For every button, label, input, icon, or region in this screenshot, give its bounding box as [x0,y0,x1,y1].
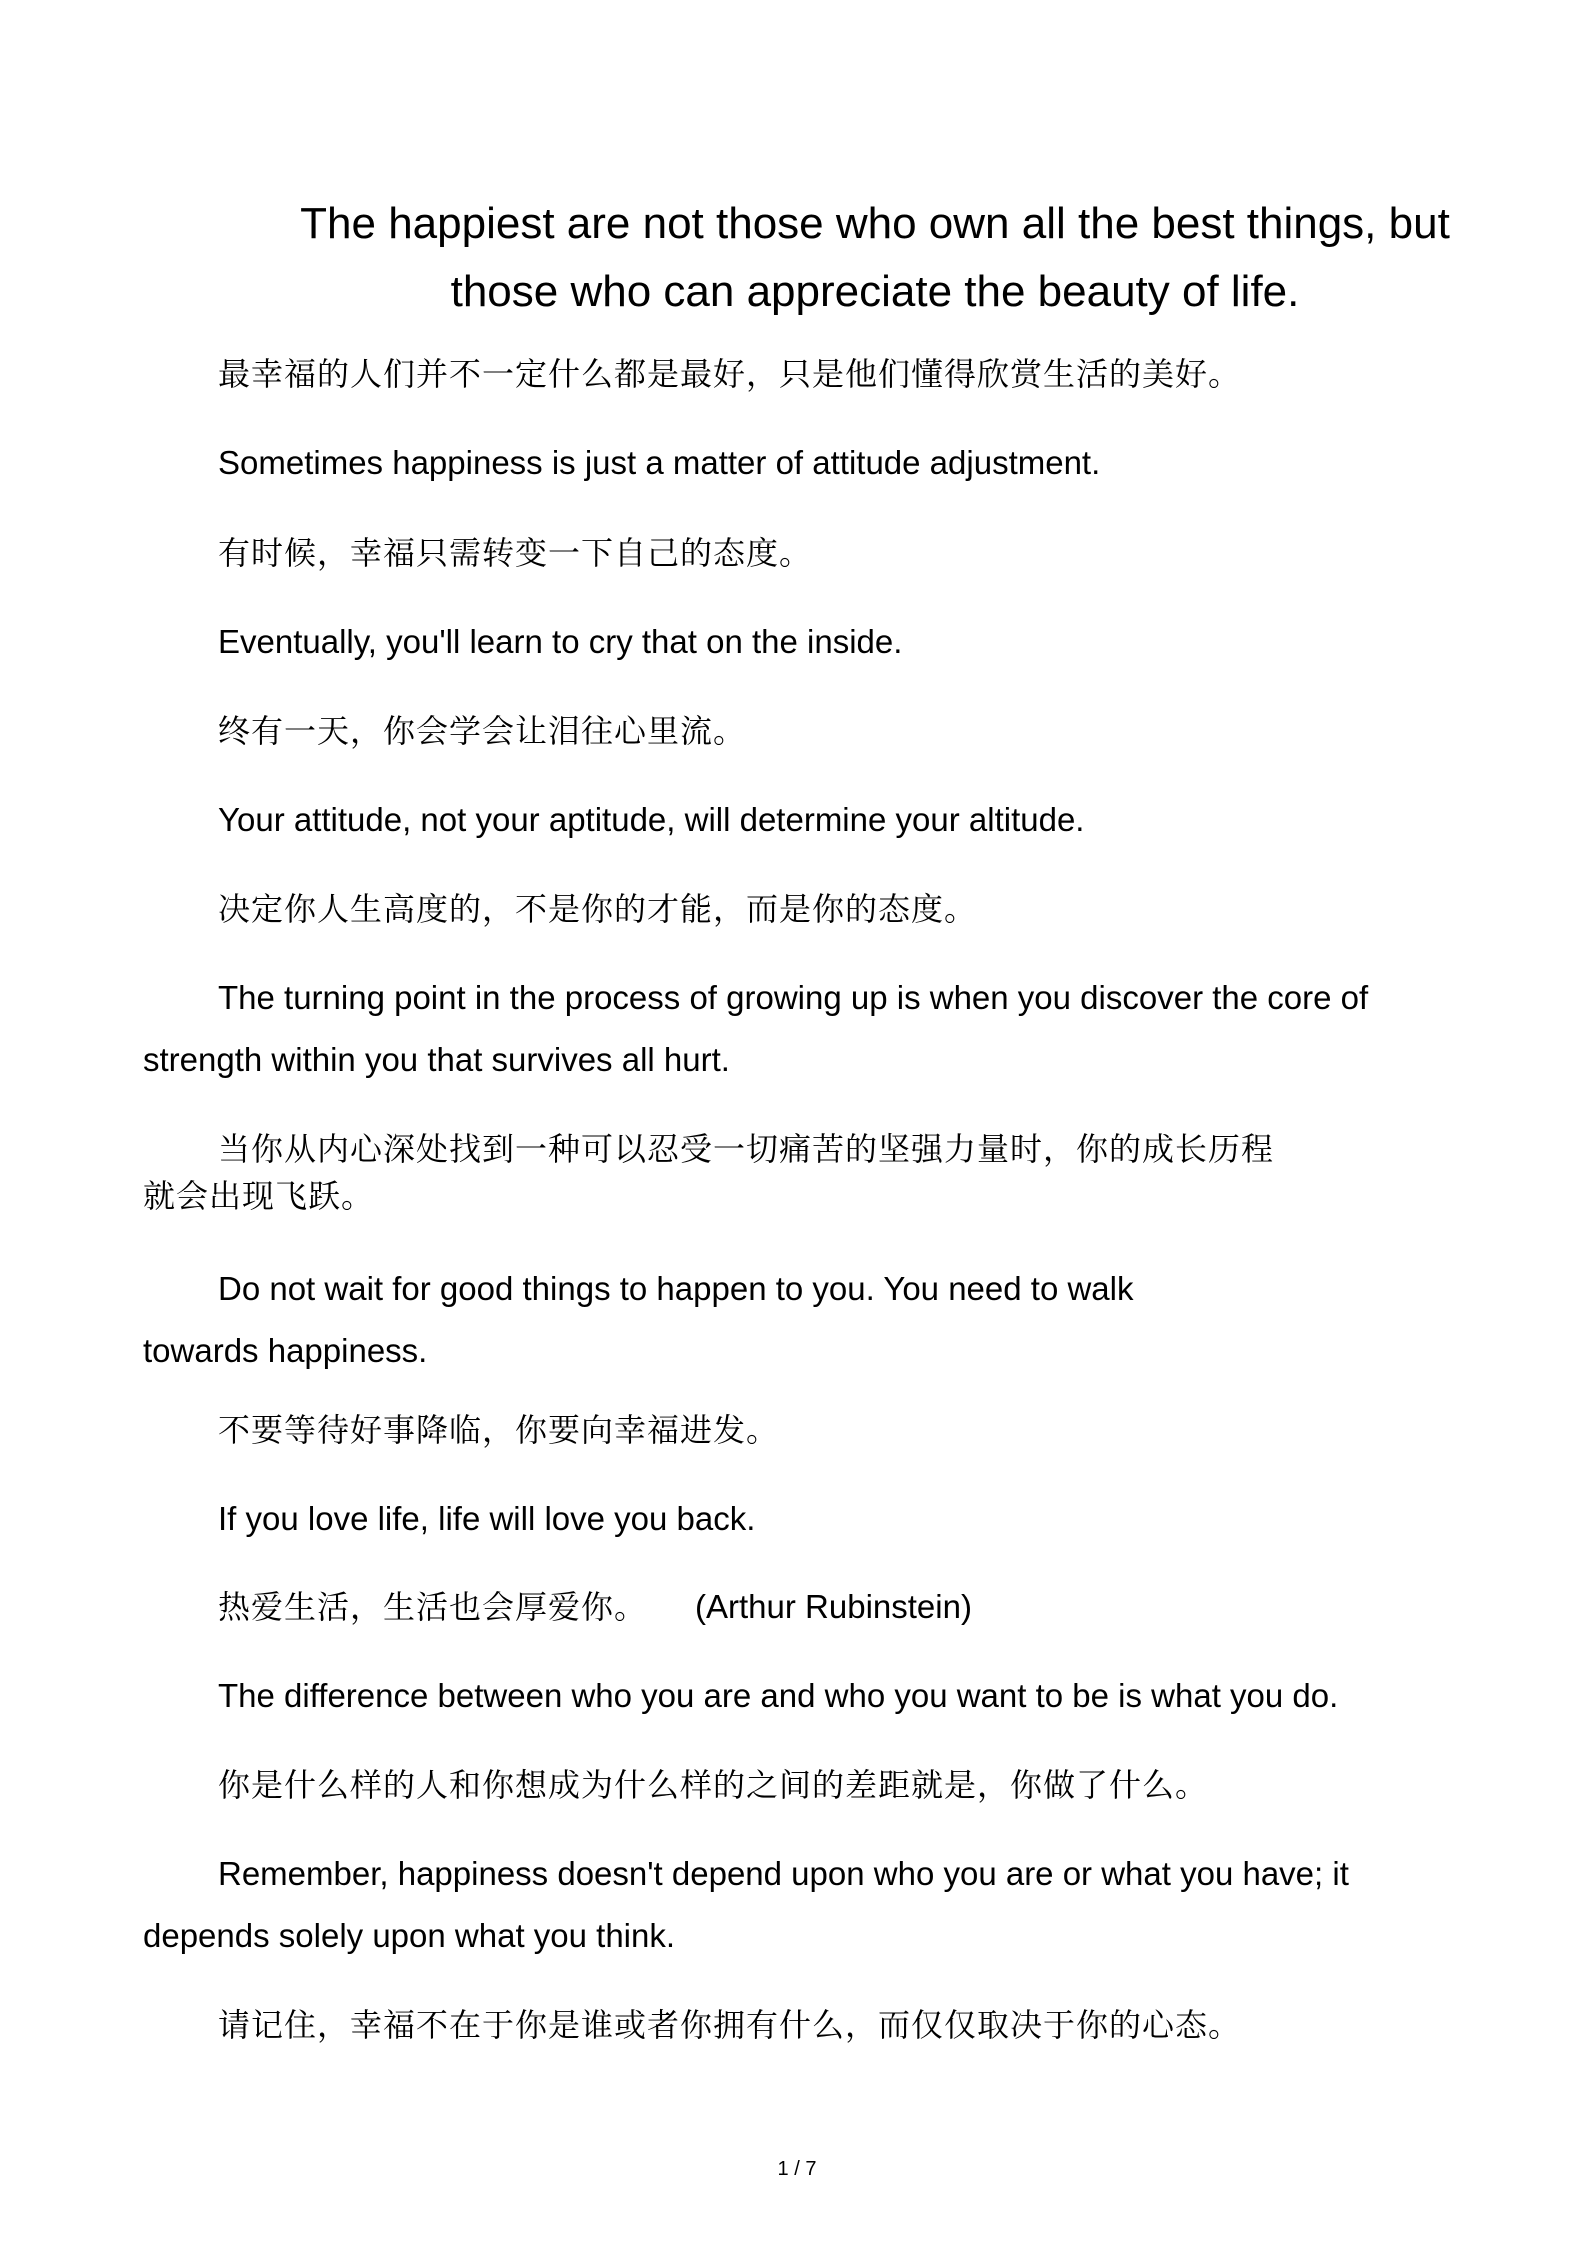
page-number: 1 / 7 [777,2158,817,2180]
paragraph-15-zh: 你是什么样的人和你想成为什么样的之间的差距就是，你做了什么。 [218,1766,1209,1804]
paragraph-8-en-line2: strength within you that survives all hurt. [143,1041,730,1078]
paragraph-9-zh-line1: 当你从内心深处找到一种可以忍受一切痛苦的坚强力量时，你的成长历程 [218,1130,1275,1168]
document-title: The happiest are not those who own all the best things, but those who can appreciate the beauty of life. [300,199,1450,316]
attribution: (Arthur Rubinstein) [695,1588,972,1625]
paragraph-2-en: Sometimes happiness is just a matter of attitude adjustment. [218,444,1101,481]
paragraph-13-zh [218,1576,972,1638]
paragraph-17-zh: 请记住，幸福不在于你是谁或者你拥有什么，而仅仅取决于你的心态。 [218,2006,1242,2044]
paragraph-10-en-line1: Do not wait for good things to happen to you. You need to walk [218,1270,1134,1307]
paragraph-3-zh: 有时候，幸福只需转变一下自己的态度。 [218,534,813,572]
paragraph-11-zh: 不要等待好事降临，你要向幸福进发。 [218,1411,780,1449]
paragraph-6-en: Your attitude, not your aptitude, will determine your altitude. [218,801,1085,838]
paragraph-16-en-line1: Remember, happiness doesn't depend upon who you are or what you have; it [218,1855,1349,1892]
paragraph-12-en: If you love life, life will love you back. [218,1500,756,1537]
paragraph-4-en: Eventually, you'll learn to cry that on the inside. [218,623,903,660]
paragraph-10-en-line2: towards happiness. [143,1332,428,1369]
paragraph-1-zh: 最幸福的人们并不一定什么都是最好，只是他们懂得欣赏生活的美好。 [218,355,1242,393]
paragraph-16-en-line2: depends solely upon what you think. [143,1917,676,1954]
paragraph-7-zh: 决定你人生高度的，不是你的才能，而是你的态度。 [218,890,978,928]
paragraph-8-en-line1: The turning point in the process of growing up is when you discover the core of [218,979,1369,1016]
paragraph-5-zh: 终有一天，你会学会让泪往心里流。 [218,712,747,750]
paragraph-14-en: The difference between who you are and who you want to be is what you do. [218,1677,1339,1714]
paragraph-9-zh-line2: 就会出现飞跃。 [143,1177,375,1215]
paragraph-13-zh-text: 热爱生活，生活也会厚爱你。 [218,1588,648,1626]
